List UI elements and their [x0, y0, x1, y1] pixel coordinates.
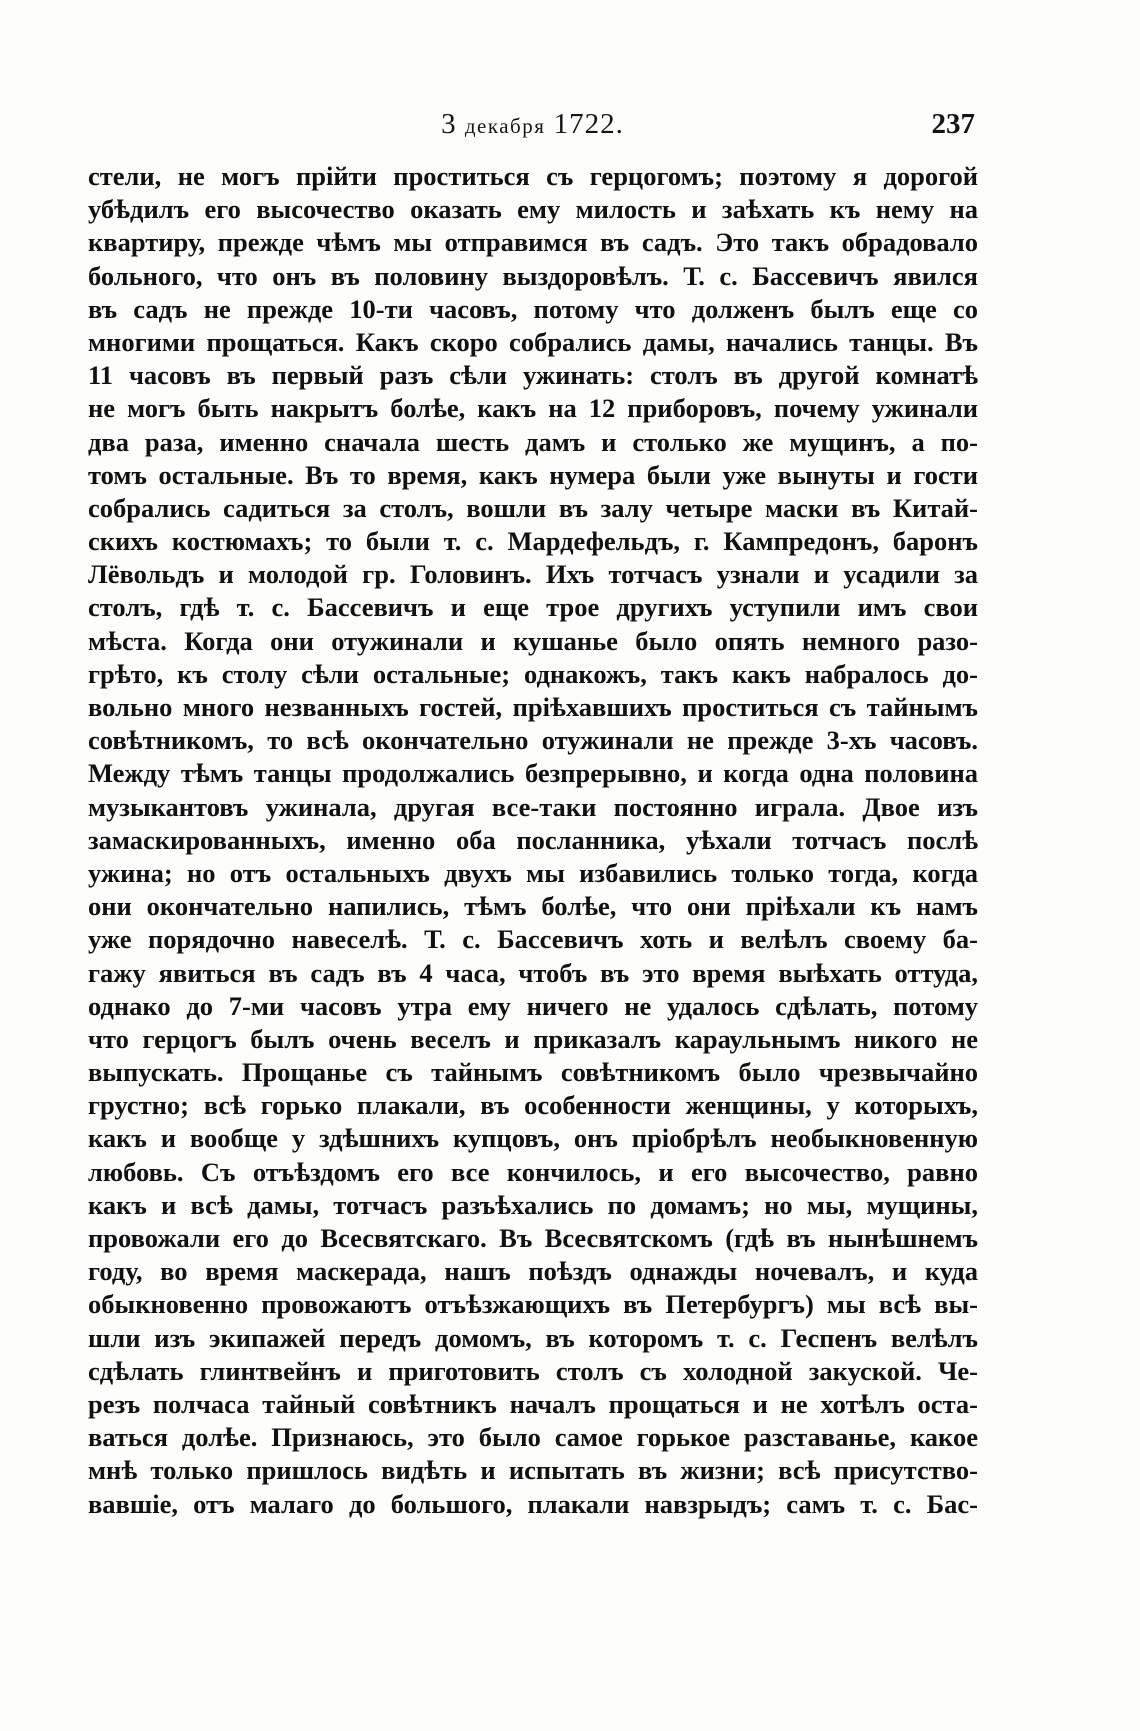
text-line: убѣдилъ его высочество оказать ему милость и заѣхать къ нему на [88, 194, 978, 225]
body-text [88, 160, 978, 1521]
text-line: многими прощаться. Какъ скоро собрались дамы, начались танцы. Въ [88, 326, 978, 357]
text-line: что герцогъ былъ очень веселъ и приказалъ караульнымъ никого не [88, 1023, 978, 1054]
text-line: сдѣлать глинтвейнъ и приготовить столъ съ холодной закуской. Че- [88, 1355, 978, 1386]
text-line: гажу явиться въ садъ въ 4 часа, чтобъ въ это время выѣхать оттуда, [88, 957, 978, 988]
text-line: однако до 7-ми часовъ утра ему ничего не удалось сдѣлать, потому [88, 990, 978, 1021]
text-line: провожали его до Всесвятскаго. Въ Всесвятскомъ (гдѣ въ нынѣшнемъ [88, 1223, 978, 1253]
running-head [90, 108, 975, 148]
text-line: стели, не могъ прійти проститься съ герцогомъ; поэтому я дорогой [88, 161, 978, 191]
text-line: какъ и всѣ дамы, тотчасъ разъѣхались по домамъ; но мы, мущины, [88, 1189, 978, 1220]
text-line: въ садъ не прежде 10-ти часовъ, потому что долженъ былъ еще со [88, 293, 978, 324]
text-line: два раза, именно сначала шесть дамъ и столько же мущинъ, а по- [88, 426, 978, 457]
text-line: уже порядочно навеселѣ. Т. с. Бассевичъ хоть и велѣлъ своему ба- [88, 924, 978, 955]
text-line: Между тѣмъ танцы продолжались безпрерывно, и когда одна половина [88, 758, 978, 789]
head-day: 3 [441, 108, 457, 140]
text-line: шли изъ экипажей передъ домомъ, въ которомъ т. с. Геспенъ велѣлъ [88, 1322, 978, 1353]
text-line: ваться долѣе. Признаюсь, это было самое горькое разставанье, какое [88, 1422, 978, 1453]
text-line: квартиру, прежде чѣмъ мы отправимся въ садъ. Это такъ обрадовало [88, 227, 978, 258]
text-line: собрались садиться за столъ, вошли въ залу четыре маски въ Китай- [88, 492, 978, 523]
text-line: мѣста. Когда они отужинали и кушанье было опять немного разо- [88, 625, 978, 656]
text-line: 11 часовъ въ первый разъ сѣли ужинать: столъ въ другой комнатѣ [88, 360, 978, 391]
text-line: грѣто, къ столу сѣли остальные; однакожъ, такъ какъ набралось до- [88, 658, 978, 689]
text-line: они окончательно напились, тѣмъ болѣе, что они пріѣхали къ намъ [88, 891, 978, 922]
text-line: столъ, гдѣ т. с. Бассевичъ и еще трое другихъ уступили имъ свои [88, 592, 978, 623]
text-line: томъ остальные. Въ то время, какъ нумера были уже вынуты и гости [88, 459, 978, 490]
running-head-title [90, 108, 975, 141]
text-line: вольно много незванныхъ гостей, пріѣхавшихъ проститься съ тайнымъ [88, 692, 978, 722]
text-line: совѣтникомъ, то всѣ окончательно отужинали не прежде 3-хъ часовъ. [88, 725, 978, 756]
text-line: скихъ костюмахъ; то были т. с. Мардефельдъ, г. Кампредонъ, баронъ [88, 526, 978, 557]
text-line: году, во время маскерада, нашъ поѣздъ однажды ночевалъ, и куда [88, 1256, 978, 1287]
head-month: декабря [464, 114, 546, 138]
text-line: любовь. Съ отъѣздомъ его все кончилось, и его высочество, равно [88, 1156, 978, 1187]
page-number: 237 [931, 108, 975, 140]
text-line: музыкантовъ ужинала, другая все-таки постоянно играла. Двое изъ [88, 791, 978, 822]
text-line: Лёвольдъ и молодой гр. Головинъ. Ихъ тотчасъ узнали и усадили за [88, 559, 978, 590]
text-line: мнѣ только пришлось видѣть и испытать въ жизни; всѣ присутство- [88, 1455, 978, 1486]
text-line: больного, что онъ въ половину выздоровѣлъ. Т. с. Бассевичъ явился [88, 260, 978, 291]
text-line: замаскированныхъ, именно оба посланника, уѣхали тотчасъ послѣ [88, 824, 978, 855]
text-line: выпускать. Прощанье съ тайнымъ совѣтникомъ было чрезвычайно [88, 1057, 978, 1088]
text-line: грустно; всѣ горько плакали, въ особенности женщины, у которыхъ, [88, 1090, 978, 1121]
text-line: вавшіе, отъ малаго до большого, плакали навзрыдъ; самъ т. с. Бас- [88, 1488, 978, 1519]
text-line: резъ полчаса тайный совѣтникъ началъ прощаться и не хотѣлъ оста- [88, 1388, 978, 1419]
text-line: обыкновенно провожаютъ отъѣзжающихъ въ Петербургъ) мы всѣ вы- [88, 1289, 978, 1320]
text-line: ужина; но отъ остальныхъ двухъ мы избавились только тогда, когда [88, 857, 978, 888]
text-line: не могъ быть накрытъ болѣе, какъ на 12 приборовъ, почему ужинали [88, 393, 978, 424]
text-line: какъ и вообще у здѣшнихъ купцовъ, онъ пріобрѣлъ необыкновенную [88, 1123, 978, 1154]
head-year: 1722. [553, 108, 624, 140]
